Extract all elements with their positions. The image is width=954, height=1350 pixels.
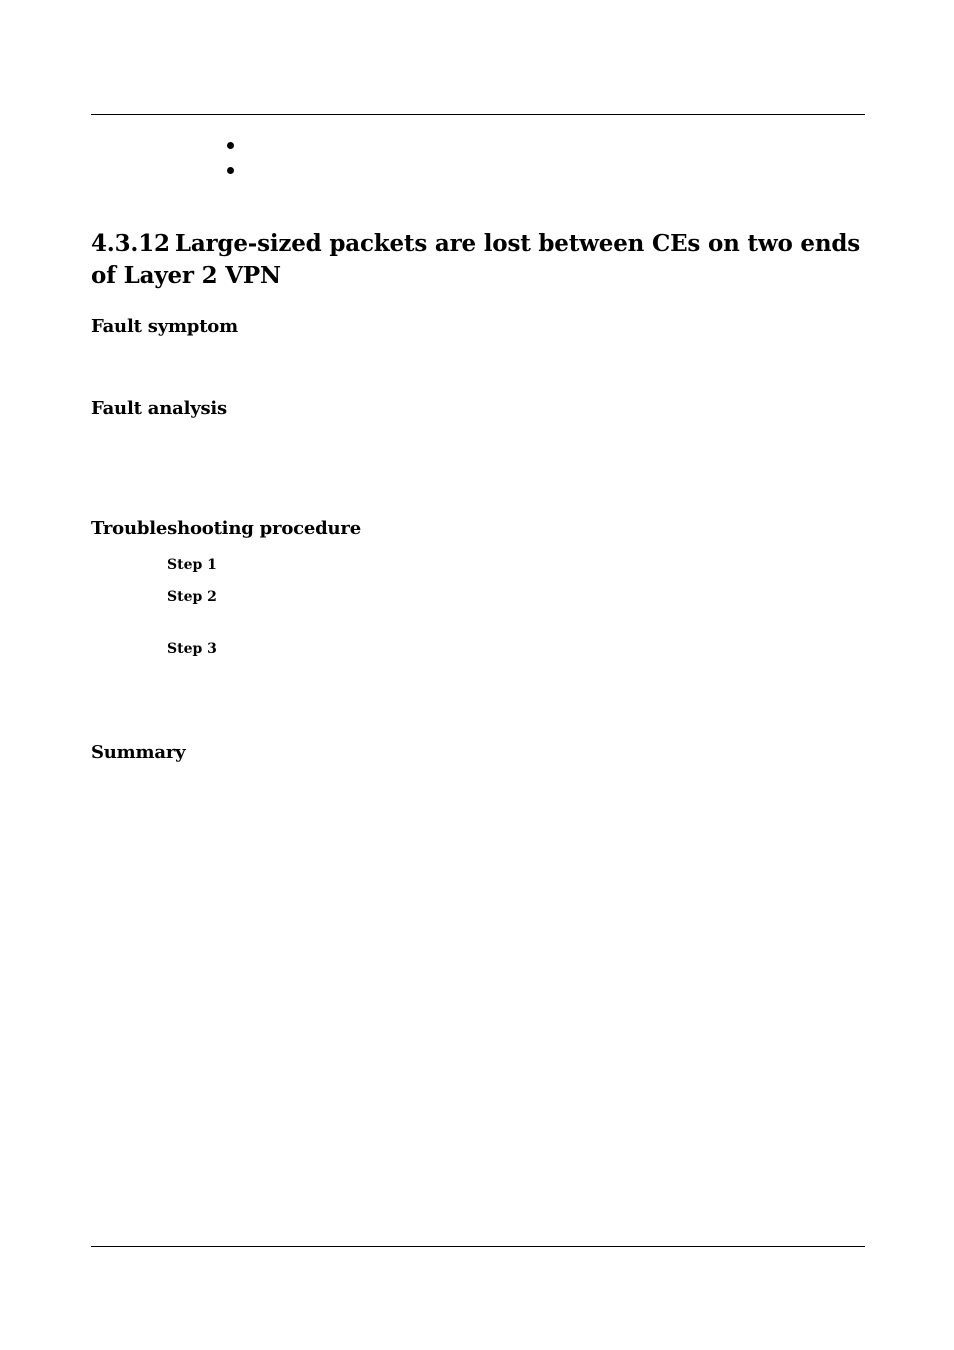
header-rule [91,114,865,115]
step-label: Step 3 [167,641,217,657]
step-label: Step 1 [167,557,217,573]
summary-heading: Summary [91,742,186,763]
fault-analysis-heading: Fault analysis [91,398,227,419]
bullet-point [227,142,234,149]
section-number: 4.3.12 [91,230,170,257]
section-title [91,228,865,292]
footer-rule [91,1246,865,1247]
fault-symptom-heading: Fault symptom [91,316,238,337]
section-title-text: Large-sized packets are lost between CEs on two ends of Layer 2 VPN [91,230,860,289]
step-label: Step 2 [167,589,217,605]
bullet-point [227,167,234,174]
troubleshooting-procedure-heading: Troubleshooting procedure [91,518,361,539]
